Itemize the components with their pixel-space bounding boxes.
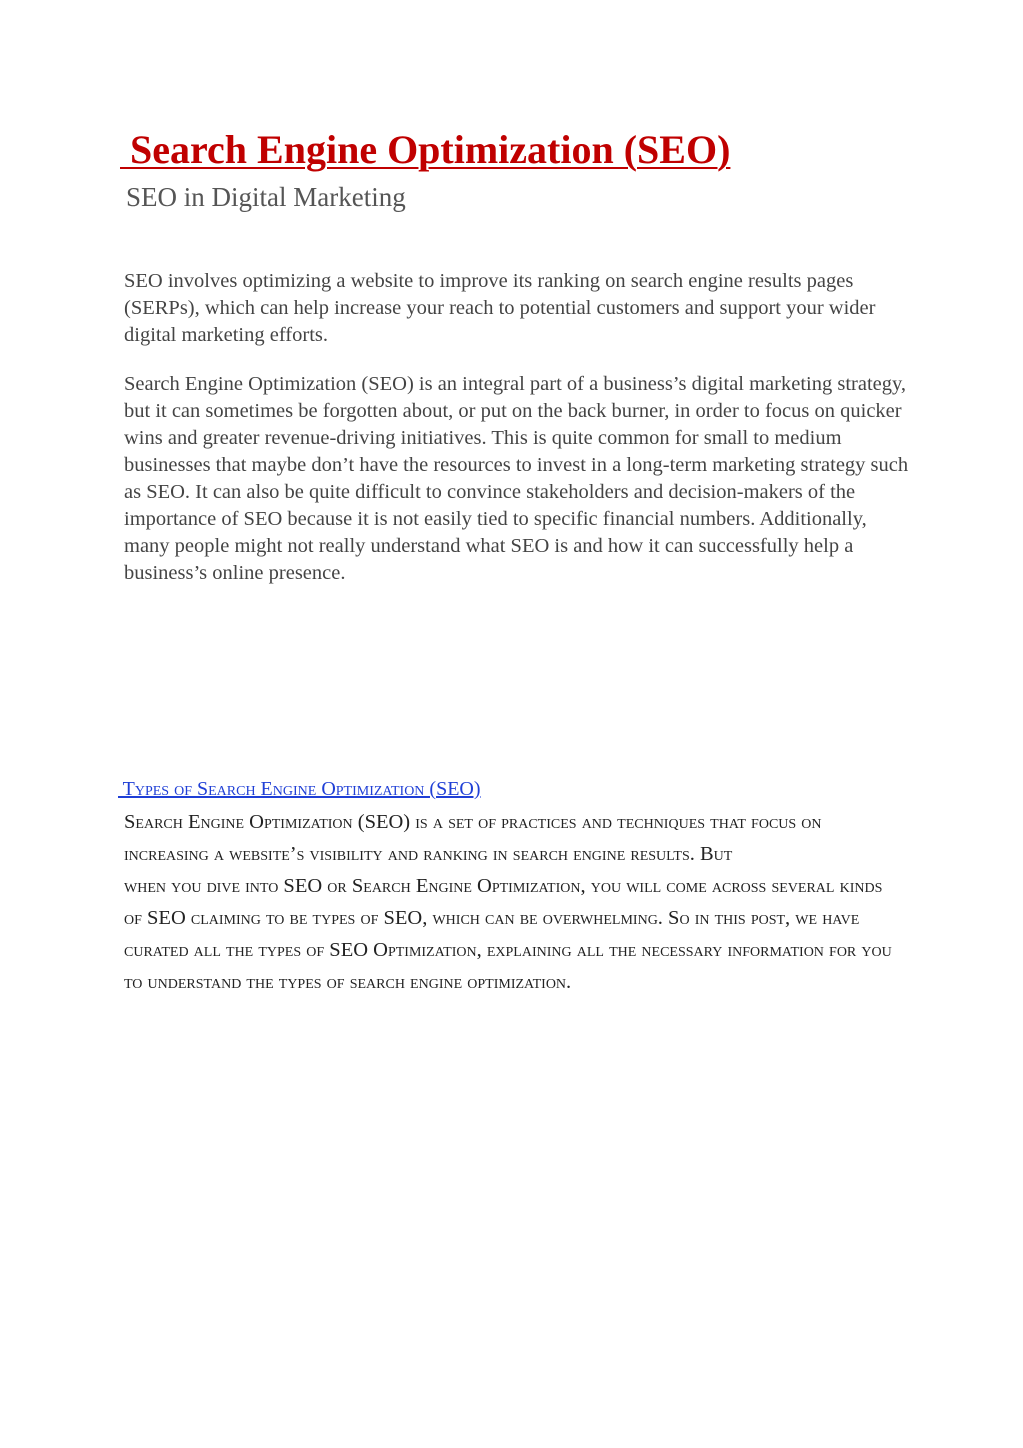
section-body — [124, 806, 904, 998]
body-paragraph: Search Engine Optimization (SEO) is an integral part of a business’s digital marketing strategy, but it can sometimes be forgotten about, or put on the back burner, in order to focus on quicker wins and greater revenue-driving initiatives. This is quite common for small to medium businesses that maybe don’t have the resources to invest in a long-term marketing strategy such as SEO. It can also be quite difficult to convince stakeholders and decision-makers of the importance of SEO because it is not easily tied to specific financial numbers. Additionally, many people might not really understand what SEO is and how it can successfully help a business’s online presence. — [124, 373, 909, 584]
section-heading-link[interactable]: Types of Search Engine Optimization (SEO) — [118, 778, 481, 800]
page-subtitle: SEO in Digital Marketing — [126, 182, 406, 212]
intro-paragraph: SEO involves optimizing a website to improve its ranking on search engine results pages (SERPs), which can help increase your reach to potential customers and support your wider digital marketing efforts. — [124, 270, 876, 346]
section-body-line-2: when you dive into SEO or Search Engine Optimization, you will come across several kinds of SEO claiming to be types of SEO, which can be overwhelming. So in this post, we have curated all the types of SEO Optimization, explaining all the necessary information for you to understand the types of search engine optimization. — [124, 875, 892, 993]
section-body-line-1: Search Engine Optimization (SEO) is a set of practices and techniques that focus on increasing a website’s visibility and ranking in search engine results. But — [124, 811, 822, 865]
page-title: Search Engine Optimization (SEO) — [120, 127, 731, 172]
